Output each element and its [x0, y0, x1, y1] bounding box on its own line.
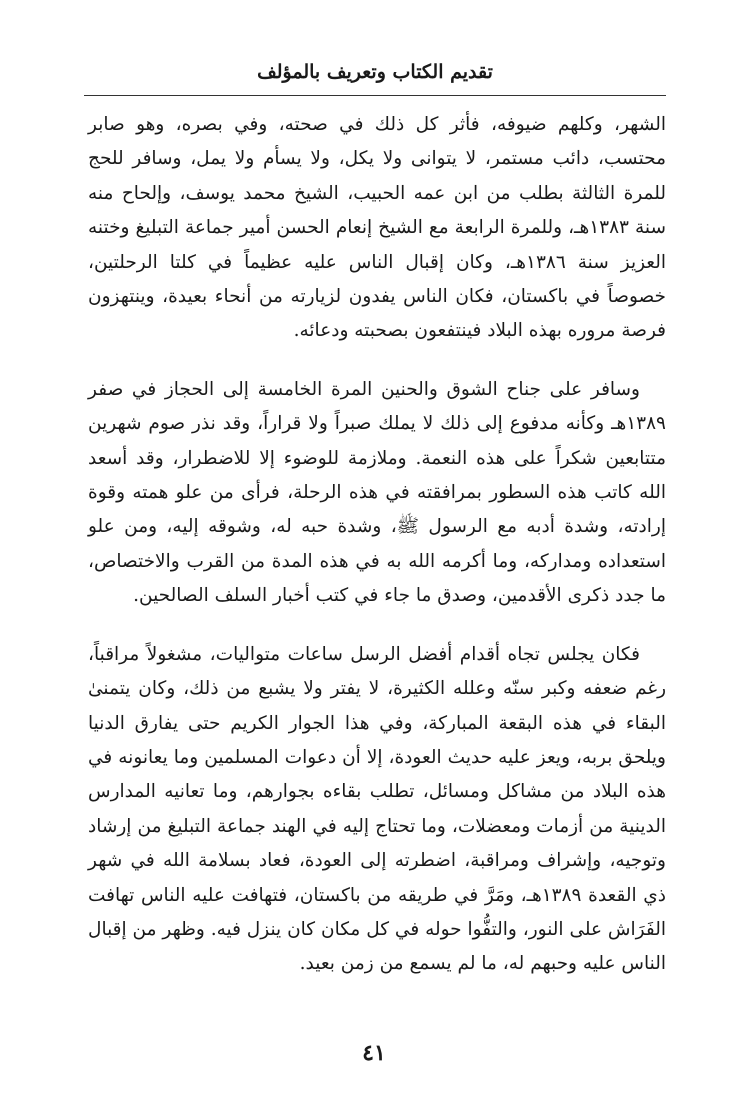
paragraph-spacer: [88, 349, 666, 373]
page-number: ٤١: [362, 1040, 386, 1066]
running-header-title: تقديم الكتاب وتعريف بالمؤلف: [257, 61, 493, 83]
header-divider: [84, 95, 666, 96]
paragraph-2: وسافر على جناح الشوق والحنين المرة الخامسة إلى الحجاز في صفر ١٣٨٩هـ وكأنه مدفوع إلى ذلك لا يملك صبراً ولا قراراً، وقد نذر صوم شهرين متتابعين شكراً على هذه النعمة. وملازمة للوضوء إلا للاضطرار، وقد أسعد الله كاتب هذه السطور بمرافقته في هذه الرحلة، فرأى من علو همته وقوة إرادته، وشدة أدبه مع الرسول ﷺ، وشدة حبه له، وشوقه إليه، ومن علو استعداده ومداركه، وما أكرمه الله به في هذه المدة من القرب والاختصاص، ما جدد ذكرى الأقدمين، وصدق ما جاء في كتب أخبار السلف الصالحين.: [88, 378, 666, 607]
body-text: [88, 108, 666, 982]
paragraph-spacer: [88, 614, 666, 638]
paragraph-1: الشهر، وكلهم ضيوفه، فأثر كل ذلك في صحته، وفي بصره، وهو صابر محتسب، دائب مستمر، لا يتوانى ولا يكل، ولا يسأم ولا يمل، وسافر للحج للمرة الثالثة بطلب من ابن عمه الحبيب، الشيخ محمد يوسف، وإلحاح منه سنة ١٣٨٣هـ، وللمرة الرابعة مع الشيخ إنعام الحسن أمير جماعة التبليغ وختنه العزيز سنة ١٣٨٦هـ، وكان إقبال الناس عليه عظيماً في كلتا الرحلتين، خصوصاً في باكستان، فكان الناس يفدون لزيارته من أنحاء بعيدة، وينتهزون فرصة مروره بهذه البلاد فينتفعون بصحبته ودعائه.: [88, 114, 667, 342]
paragraph-3: فكان يجلس تجاه أقدام أفضل الرسل ساعات متواليات، مشغولاً مراقباً، رغم ضعفه وكبر سنّه وعلله الكثيرة، لا يفتر ولا يشبع من ذلك، وكان يتمنىٰ البقاء في هذه البقعة المباركة، وفي هذا الجوار الكريم حتى يفارق الدنيا ويلحق بربه، ويعز عليه حديث العودة، إلا أن دعوات المسلمين وما يعانونه في هذه البلاد من مشاكل ومسائل، تطلب بقاءه بجوارهم، وما تعانيه المدارس الدينية من أزمات ومعضلات، وما تحتاج إليه في الهند جماعة التبليغ من إرشاد وتوجيه، وإشراف ومراقبة، اضطرته إلى العودة، فعاد بسلامة الله في شهر ذي القعدة ١٣٨٩هـ، ومَرَّ في طريقه من باكستان، فتهافت عليه الناس تهافت الفَرَاش على النور، والتفُّوا حوله في كل مكان كان ينزل فيه. وظهر من إقبال الناس عليه وحبهم له، ما لم يسمع من زمن بعيد.: [88, 643, 666, 975]
